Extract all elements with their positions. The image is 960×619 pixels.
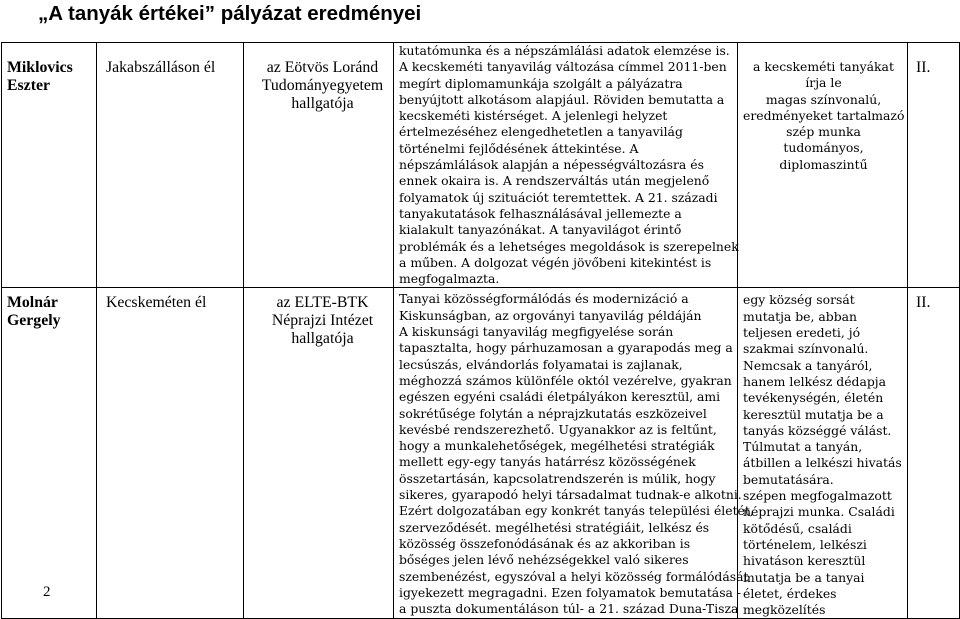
summary-line: tanyakutatások felhasználásával jellemezte a <box>399 205 682 221</box>
evaluation-line: megközelítés <box>743 602 826 618</box>
summary-line: összetartásán, kapcsolatrendszerén is múlik, hogy <box>399 470 716 486</box>
summary-cell <box>394 288 754 619</box>
evaluation-line: szépen megfogalmazott <box>743 488 892 504</box>
evaluation-line: bemutatására. <box>743 471 834 487</box>
rank-text: II. <box>916 59 931 76</box>
evaluation-line: kötődésű, családi <box>743 520 852 536</box>
institution-line: az ELTE-BTK <box>276 294 369 312</box>
evaluation-line: a kecskeméti tanyákat <box>753 59 894 74</box>
summary-line: sikeres, gyarapodó helyi társadalmat tudnak-e alkotni. <box>399 487 742 503</box>
summary-line: méghozzá számos különféle októl vezérelve, gyakran <box>399 372 732 388</box>
summary-line: kecskeméti kistérséget. A jelenlegi helyzet <box>399 108 668 124</box>
location-cell <box>97 43 244 288</box>
summary-line: értelmezéséhez elengedhetetlen a tanyavilág <box>399 124 683 140</box>
evaluation-line: eredményeket tartalmazó <box>743 107 905 123</box>
evaluation-text <box>738 288 907 618</box>
summary-line: problémák és a lehetséges megoldások is szerepelnek <box>399 238 739 254</box>
summary-line: bőséges jelen lévő nehézségekkel való sikeres <box>399 552 689 568</box>
location-text: Jakabszálláson él <box>106 59 216 76</box>
institution-line: hallgatója <box>291 95 354 112</box>
location-cell <box>97 288 244 619</box>
first-line-name: Miklovics <box>7 59 73 76</box>
evaluation-line: magas színvonalú, <box>765 91 882 107</box>
summary-line: megfogalmazta. <box>399 271 500 287</box>
summary-line: benyújtott alkotásom alapjául. Röviden bemutatta a <box>399 91 725 107</box>
summary-line: egészen egyéni családi életpályákon keresztül, ami <box>399 389 721 405</box>
institution-line: Tudományegyetem <box>261 77 384 94</box>
table-row <box>2 43 960 288</box>
summary-line: igyekezett megragadni. Ezen folyamatok bemutatása - <box>399 584 742 600</box>
summary-line: folyamatok új szituációt teremtettek. A 21. századi <box>399 189 718 205</box>
evaluation-line: Nemcsak a tanyáról, <box>743 357 873 373</box>
name-cell <box>2 288 97 619</box>
first-line-name: Molnár <box>7 294 58 312</box>
summary-line: Tanyai közösségformálódás és modernizáció a <box>399 291 689 307</box>
evaluation-line: egy község sorsát <box>743 292 855 308</box>
location-text: Kecskeméten él <box>106 294 207 312</box>
summary-line: szembenézést, egyszóval a helyi közösség formálódását <box>399 568 749 584</box>
institution-line: az Eötvös Loránd <box>266 59 379 76</box>
summary-line: A kiskunsági tanyavilág megfigyelése során <box>399 324 674 340</box>
evaluation-line: keresztül mutatja be a <box>743 406 884 422</box>
evaluation-line: írja le <box>805 75 842 91</box>
summary-line: A kecskeméti tanyavilág változása címmel 2011-ben <box>399 59 727 75</box>
document-title: „A tanyák értékei” pályázat eredményei <box>38 2 422 25</box>
institution-cell <box>244 288 394 619</box>
second-line-name: Gergely <box>7 312 61 330</box>
evaluation-line: néprajzi munka. Családi <box>743 504 895 520</box>
summary-line: tapasztalta, hogy párhuzamosan a gyarapodás meg a <box>399 340 733 356</box>
summary-cell <box>394 43 738 288</box>
evaluation-line: történelem, lelkészi <box>743 536 867 552</box>
evaluation-line: szakmai színvonalú. <box>743 341 869 357</box>
summary-line: a puszta dokumentáláson túl- a 21. század Duna-Tisza <box>399 601 739 617</box>
evaluation-cell <box>738 43 908 288</box>
summary-line: közösség összefonódásának és az akkoriban is <box>399 535 691 551</box>
page-number: 2 <box>43 584 51 600</box>
evaluation-line: tanyás községgé válást. <box>743 422 892 438</box>
summary-line: kialakult tanyazónákat. A tanyavilágot érintő <box>399 222 682 238</box>
summary-line: lecsúszás, elvándorlás folyamatai is zajlanak, <box>399 356 683 372</box>
summary-line: Ezért dolgozatában egy konkrét tanyás települési életét, <box>399 503 754 519</box>
evaluation-line: hanem lelkész dédapja <box>743 373 887 389</box>
rank-cell <box>908 43 960 288</box>
summary-line: ennek okaira is. A rendszerváltás után megjelenő <box>399 173 710 189</box>
summary-line: hogy a munkalehetőségek, megélhetési stratégiák <box>399 438 715 454</box>
second-line-name: Eszter <box>7 77 50 94</box>
evaluation-text <box>738 43 907 173</box>
name-cell <box>2 43 97 288</box>
summary-line: megírt diplomamunkája szolgált a pályázatra <box>399 75 683 91</box>
summary-line: kutatómunka és a népszámlálási adatok elemzése is. <box>399 43 730 58</box>
evaluation-line: mutatja be, abban <box>743 308 858 324</box>
evaluation-line: szép munka <box>786 124 861 140</box>
summary-line: a műben. A dolgozat végén jövőbeni kitekintést is <box>399 254 712 270</box>
summary-line: népszámlálások alapján a népességváltozásra és <box>399 157 704 173</box>
summary-line: Kiskunságban, az orgoványi tanyavilág példáján <box>399 307 702 323</box>
evaluation-line: Túlmutat a tanyán, <box>743 439 863 455</box>
results-table <box>1 42 960 619</box>
summary-line: sokrétűsége folytán a néprajzkutatás eszközeivel <box>399 405 707 421</box>
rank-cell <box>908 288 960 619</box>
summary-line: szerveződését. megélhetési stratégiáit, lelkész és <box>399 519 710 535</box>
summary-line: mellett egy-egy tanyás határrész közösségének <box>399 454 696 470</box>
summary-line: kevésbé rendszerezhető. Ugyanakkor az is feltűnt, <box>399 421 717 437</box>
evaluation-line: mutatja be a tanyai <box>743 569 865 585</box>
evaluation-line: tudományos, <box>783 140 864 156</box>
summary-line: történelmi fejlődésének áttekintése. A <box>399 140 639 156</box>
evaluation-line: tevékenységén, életén <box>743 390 884 406</box>
evaluation-cell <box>738 288 908 619</box>
table-row <box>2 288 960 619</box>
summary-text <box>394 43 737 287</box>
institution-cell <box>244 43 394 288</box>
evaluation-line: teljesen eredeti, jó <box>743 325 861 341</box>
evaluation-line: diplomaszintű <box>779 156 868 172</box>
evaluation-line: átbillen a lelkészi hivatás <box>743 455 902 471</box>
rank-text: II. <box>916 294 931 312</box>
summary-text <box>394 288 754 617</box>
institution-line: Néprajzi Intézet <box>271 312 374 330</box>
institution-line: hallgatója <box>291 330 354 348</box>
evaluation-line: hivatáson keresztül <box>743 553 866 569</box>
evaluation-line: életet, érdekes <box>743 585 837 601</box>
